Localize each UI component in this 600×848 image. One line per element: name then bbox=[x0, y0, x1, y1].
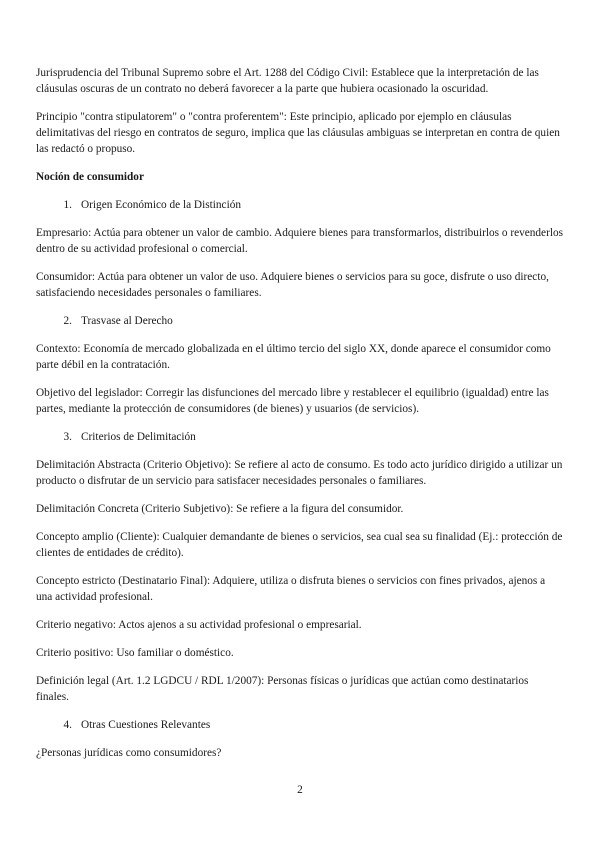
list-title: Trasvase al Derecho bbox=[81, 315, 173, 327]
body-paragraph: Consumidor: Actúa para obtener un valor de uso. Adquiere bienes o servicios para su goce, disfrute o uso directo, satisfaciendo necesidades personales o familiares. bbox=[36, 271, 549, 299]
list-number: 1. bbox=[63, 199, 72, 211]
body-paragraph: Concepto amplio (Cliente): Cualquier demandante de bienes o servicios, sea cual sea su finalidad (Ej.: protección de clientes de entidades de crédito). bbox=[36, 531, 563, 559]
list-item-4 bbox=[54, 717, 564, 733]
list-item-2 bbox=[54, 313, 564, 329]
list-title: Otras Cuestiones Relevantes bbox=[81, 719, 211, 731]
body-paragraph: Criterio negativo: Actos ajenos a su actividad profesional o empresarial. bbox=[36, 619, 362, 631]
list-number: 4. bbox=[63, 719, 72, 731]
body-paragraph: Delimitación Concreta (Criterio Subjetivo): Se refiere a la figura del consumidor. bbox=[36, 503, 404, 515]
list-title: Origen Económico de la Distinción bbox=[81, 199, 241, 211]
list-item-3 bbox=[54, 429, 564, 445]
body-paragraph: Concepto estricto (Destinatario Final): Adquiere, utiliza o disfruta bienes o servicios con fines privados, ajenos a una actividad profesional. bbox=[36, 575, 546, 603]
body-paragraph: Empresario: Actúa para obtener un valor de cambio. Adquiere bienes para transformarlos, distribuirlos o revenderlos dentro de su actividad profesional o comercial. bbox=[36, 227, 564, 255]
list-number: 3. bbox=[63, 431, 72, 443]
body-paragraph: Criterio positivo: Uso familiar o doméstico. bbox=[36, 647, 234, 659]
intro-paragraph: Jurisprudencia del Tribunal Supremo sobre el Art. 1288 del Código Civil: Establece que la interpretación de las cláusulas oscuras de un contrato no deberá favorecer a la parte que hubiera ocasionado la oscuridad. bbox=[36, 67, 539, 95]
list-item-1 bbox=[54, 197, 564, 213]
list-number: 2. bbox=[63, 315, 72, 327]
body-paragraph: ¿Personas jurídicas como consumidores? bbox=[36, 747, 222, 759]
document-page bbox=[36, 65, 564, 773]
list-title: Criterios de Delimitación bbox=[81, 431, 196, 443]
body-paragraph: Definición legal (Art. 1.2 LGDCU / RDL 1/2007): Personas físicas o jurídicas que actúan como destinatarios finales. bbox=[36, 675, 529, 703]
body-paragraph: Delimitación Abstracta (Criterio Objetivo): Se refiere al acto de consumo. Es todo acto jurídico dirigido a utilizar un producto o disfrutar de un servicio para satisfacer necesidades personales o familiares. bbox=[36, 459, 563, 487]
page-number: 2 bbox=[297, 784, 303, 796]
body-paragraph: Objetivo del legislador: Corregir las disfunciones del mercado libre y restablecer el equilibrio (igualdad) entre las partes, mediante la protección de consumidores (de bienes) y usuarios (de servicios). bbox=[36, 387, 549, 415]
body-paragraph: Contexto: Economía de mercado globalizada en el último tercio del siglo XX, donde aparece el consumidor como parte débil en la contratación. bbox=[36, 343, 551, 371]
section-heading: Noción de consumidor bbox=[36, 171, 144, 183]
intro-paragraph: Principio "contra stipulatorem" o "contra proferentem": Este principio, aplicado por ejemplo en cláusulas delimitativas del riesgo en contratos de seguro, implica que las cláusulas ambiguas se interpretan en contra de quien las redactó o propuso. bbox=[36, 111, 560, 155]
